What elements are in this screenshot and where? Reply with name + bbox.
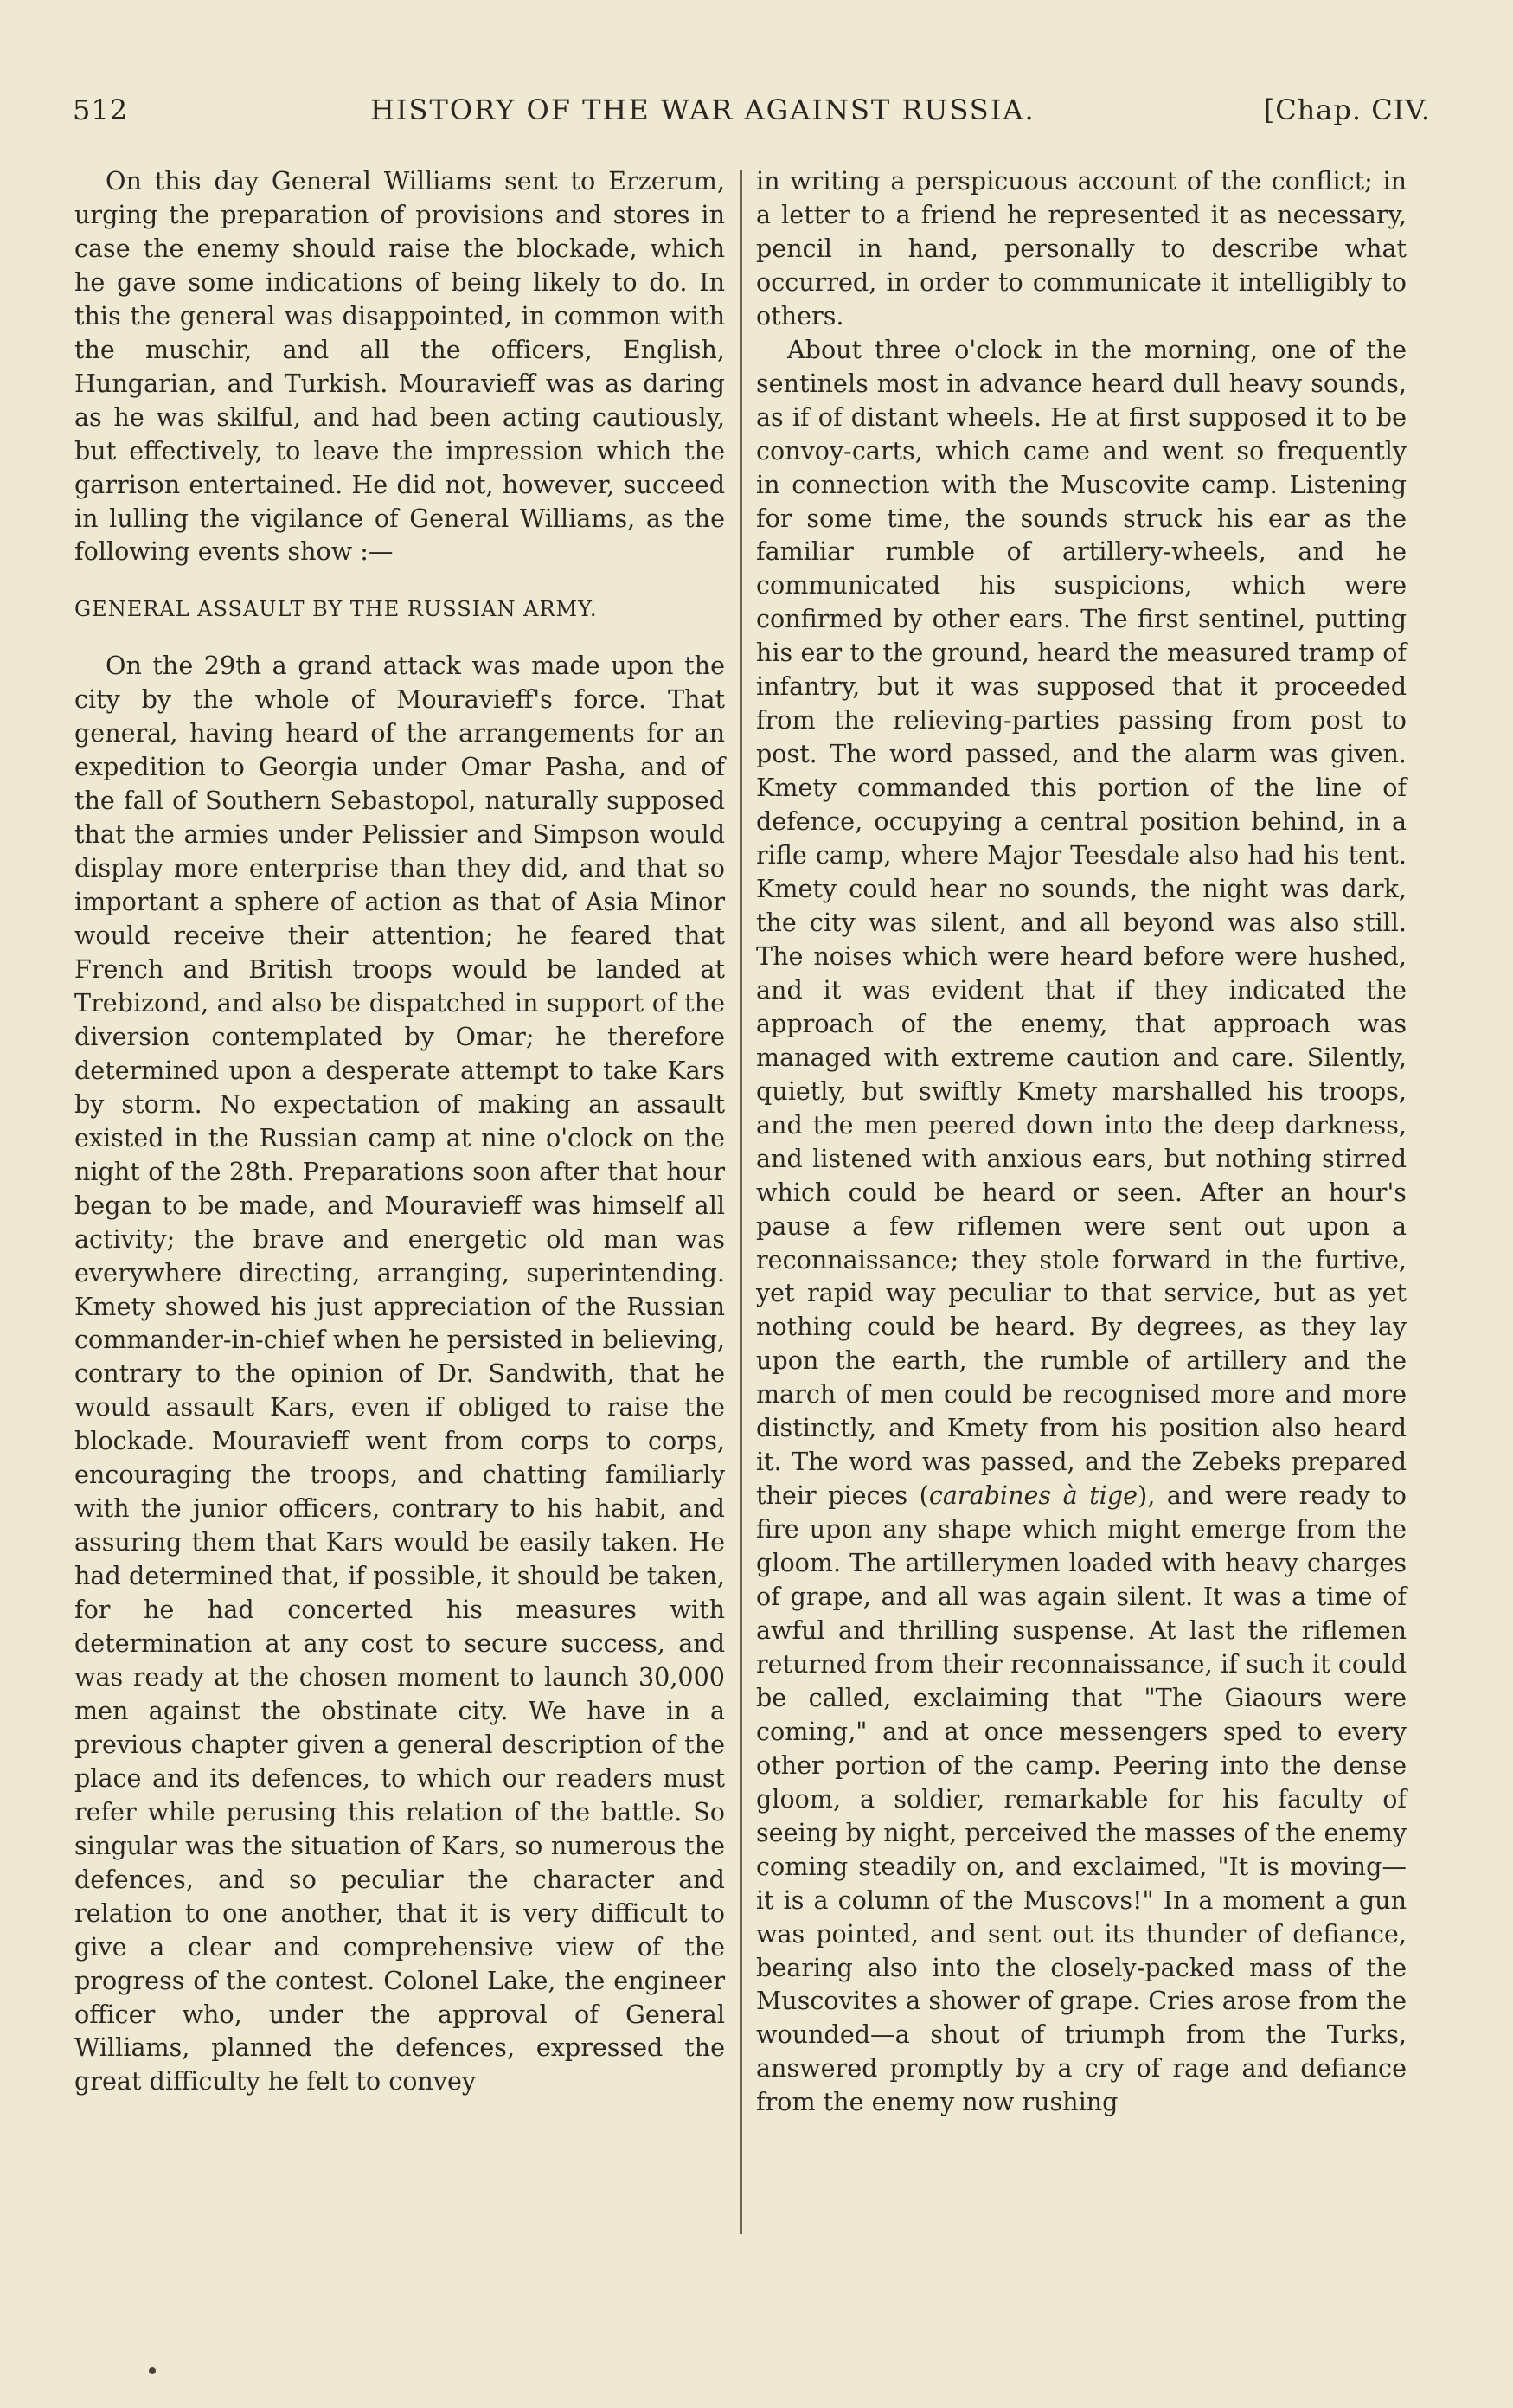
left-column	[74, 164, 725, 2098]
paragraph	[756, 333, 1407, 2120]
chapter-label: [Chap. CIV.	[1263, 93, 1431, 126]
ink-speck	[149, 2367, 156, 2374]
paragraph: On this day General Williams sent to Erzerum, urging the preparation of provisions and stores in case the enemy should raise the blockade, which he gave some indications of being likely to do. In this the general was disappointed, in common with the muschir, and all the officers, English, Hungarian, and Turkish. Mouravieff was as daring as he was skilful, and had been acting cautiously, but effectively, to leave the impression which the garrison entertained. He did not, however, succeed in lulling the vigilance of General Williams, as the following events show :—	[74, 166, 725, 567]
paragraph-continued: in writing a perspicuous account of the conflict; in a letter to a friend he represented it as necessary, pencil in hand, personally to describe what occurred, in order to communicate it intelligibly to others.	[756, 166, 1407, 331]
running-header	[73, 93, 1431, 132]
italic-phrase: carabines à tige	[928, 1480, 1138, 1511]
paragraph: On the 29th a grand attack was made upon the city by the whole of Mouravieff's force. That general, having heard of the arrangements for an expedition to Georgia under Omar Pasha, and of the fall of Southern Sebastopol, naturally supposed that the armies under Pelissier and Simpson would display more enterprise than they did, and that so important a sphere of action as that of Asia Minor would receive their attention; he feared that French and British troops would be landed at Trebizond, and also be dispatched in support of the diversion contemplated by Omar; he therefore determined upon a desperate attempt to take Kars by storm. No expectation of making an assault existed in the Russian camp at nine o'clock on the night of the 28th. Preparations soon after that hour began to be made, and Mouravieff was himself all activity; the brave and energetic old man was everywhere directing, arranging, superintending. Kmety showed his just appreciation of the Russian commander-in-chief when he persisted in believing, contrary to the opinion of Dr. Sandwith, that he would assault Kars, even if obliged to raise the blockade. Mouravieff went from corps to corps, encouraging the troops, and chatting familiarly with the junior officers, contrary to his habit, and assuring them that Kars would be easily taken. He had determined that, if possible, it should be taken, for he had concerted his measures with determination at any cost to secure success, and was ready at the chosen moment to launch 30,000 men against the obstinate city. We have in a previous chapter given a general description of the place and its defences, to which our readers must refer while perusing this relation of the battle. So singular was the situation of Kars, so numerous the defences, and so peculiar the character and relation to one another, that it is very difficult to give a clear and comprehensive view of the progress of the contest. Colonel Lake, the engineer officer who, under the approval of General Williams, planned the defences, expressed the great difficulty he felt to convey	[74, 651, 725, 2097]
page-number: 512	[73, 93, 129, 126]
running-title: HISTORY OF THE WAR AGAINST RUSSIA.	[370, 93, 1035, 126]
paragraph-text: ), and were ready to fire upon any shape which might emerge from the gloom. The artillerymen loaded with heavy charges of grape, and all was again silent. It was a time of awful and thrilling suspense. At last the riflemen returned from their reconnaissance, if such it could be called, exclaiming that "The Giaours were coming," and at once messengers sped to every other portion of the camp. Peering into the dense gloom, a soldier, remarkable for his faculty of seeing by night, perceived the masses of the enemy coming steadily on, and exclaimed, "It is moving—it is a column of the Muscovs!" In a moment a gun was pointed, and sent out its thunder of defiance, bearing also into the closely-packed mass of the Muscovites a shower of grape. Cries arose from the wounded—a shout of triumph from the Turks, answered promptly by a cry of rage and defiance from the enemy now rushing	[756, 1480, 1407, 2117]
right-column	[756, 164, 1407, 2119]
section-heading: GENERAL ASSAULT BY THE RUSSIAN ARMY.	[74, 597, 598, 622]
column-divider	[740, 170, 742, 2234]
paragraph-text: About three o'clock in the morning, one of the sentinels most in advance heard dull heavy sounds, as if of distant wheels. He at first supposed it to be convoy-carts, which came and went so frequently in connection with the Muscovite camp. Listening for some time, the sounds struck his ear as the familiar rumble of artillery-wheels, and he communicated his suspicions, which were confirmed by other ears. The first sentinel, putting his ear to the ground, heard the measured tramp of infantry, but it was supposed that it proceeded from the relieving-parties passing from post to post. The word passed, and the alarm was given. Kmety commanded this portion of the line of defence, occupying a central position behind, in a rifle camp, where Major Teesdale also had his tent. Kmety could hear no sounds, the night was dark, the city was silent, and all beyond was also still. The noises which were heard before were hushed, and it was evident that if they indicated the approach of the enemy, that approach was managed with extreme caution and care. Silently, quietly, but swiftly Kmety marshalled his troops, and the men peered down into the deep darkness, and listened with anxious ears, but nothing stirred which could be heard or seen. After an hour's pause a few riflemen were sent out upon a reconnaissance; they stole forward in the furtive, yet rapid way peculiar to that service, but as yet nothing could be heard. By degrees, as they lay upon the earth, the rumble of artillery and the march of men could be recognised more and more distinctly, and Kmety from his position also heard it. The word was passed, and the Zebeks prepared their pieces (	[756, 334, 1407, 1511]
